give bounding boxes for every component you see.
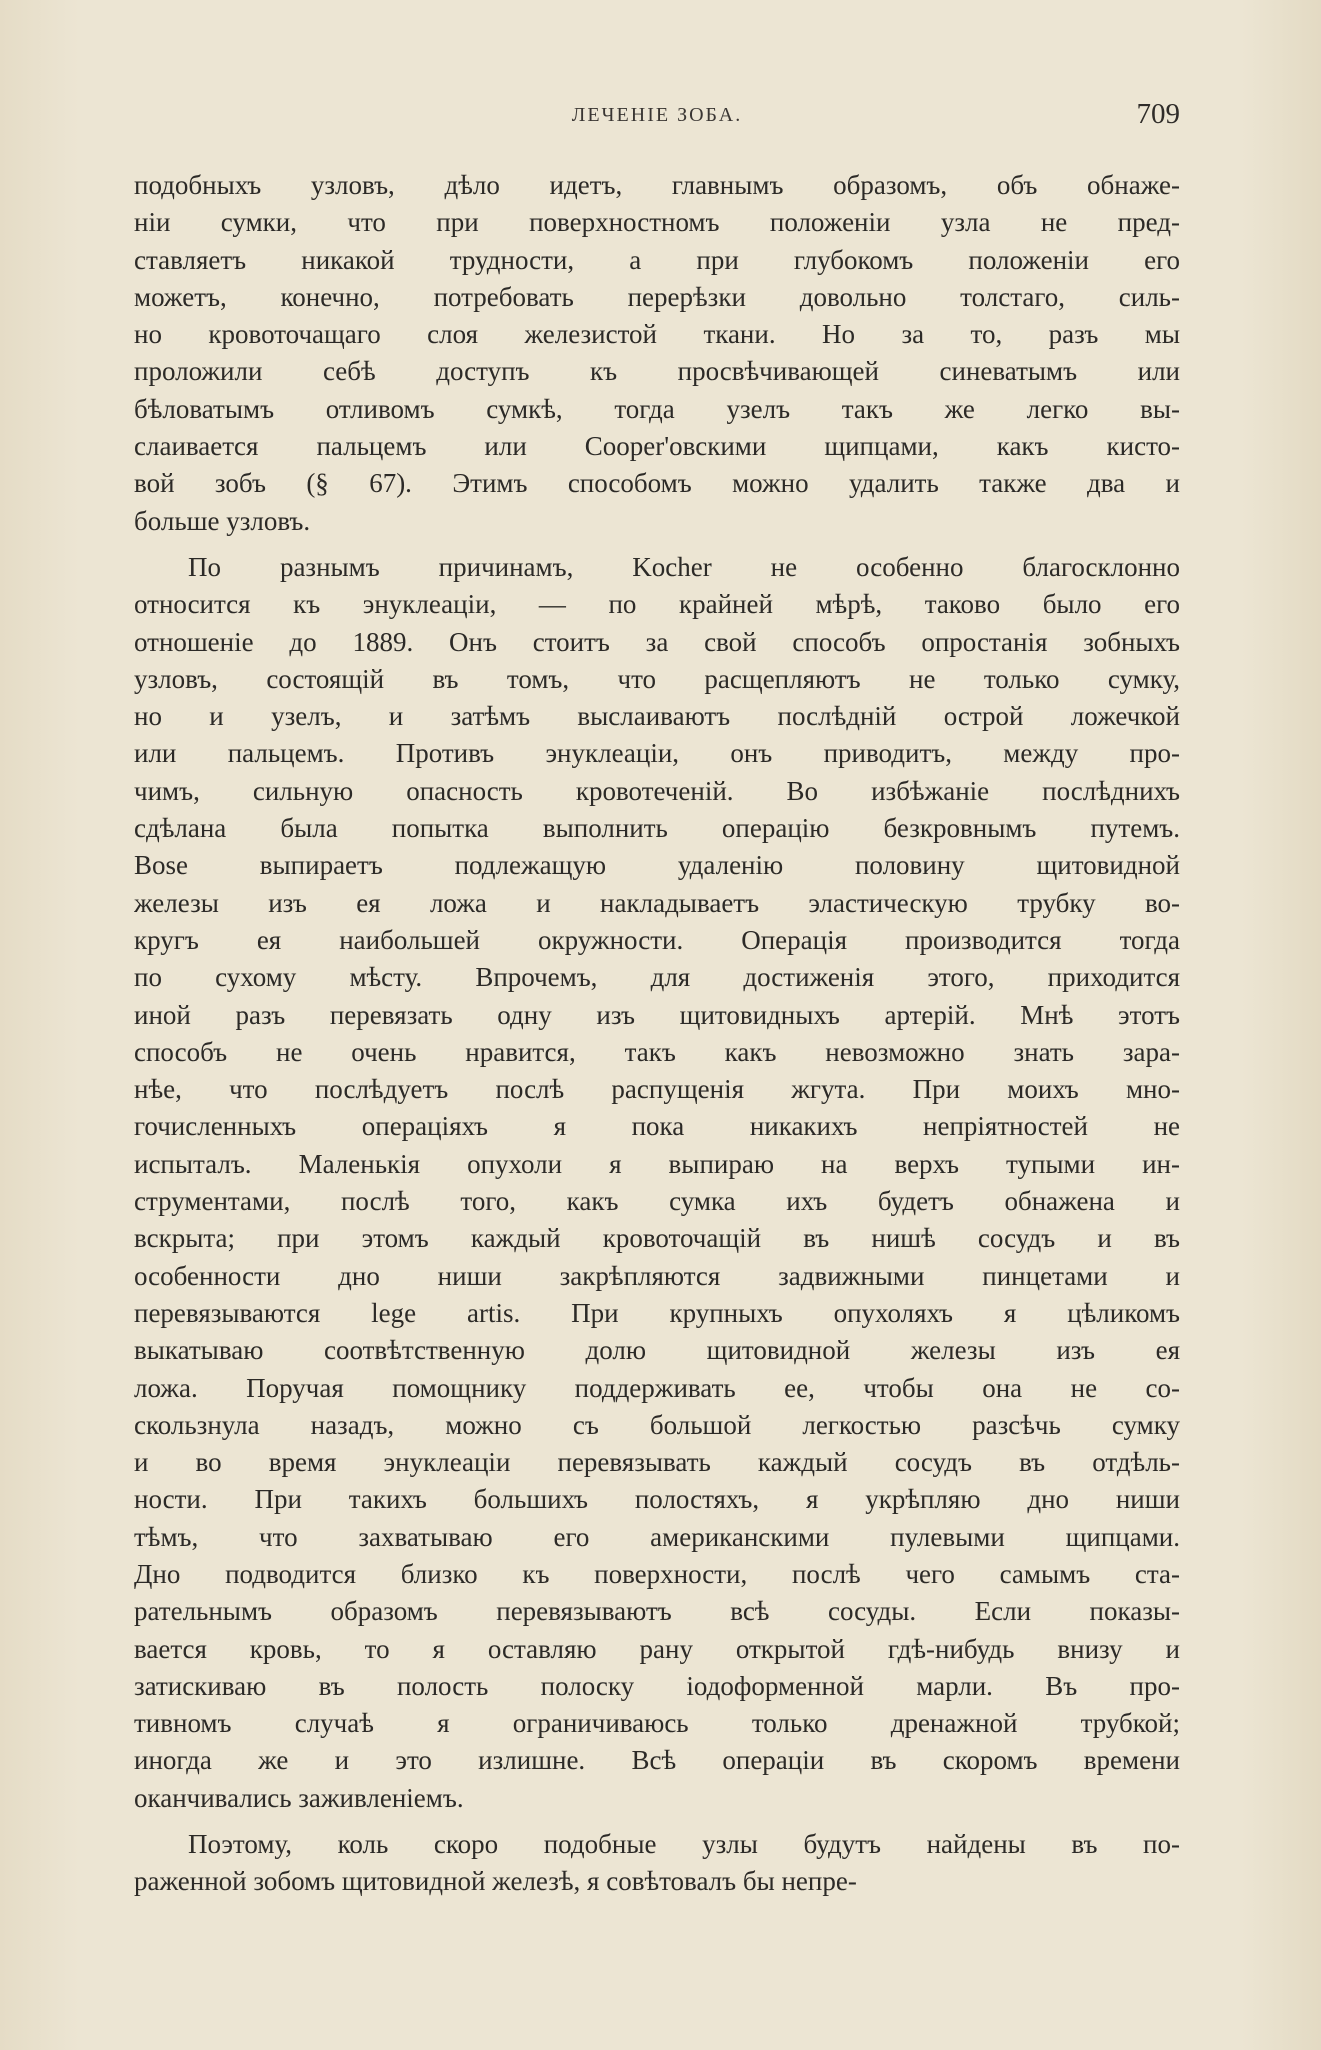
paragraph: [134, 549, 1180, 1817]
text-line: затискиваю въ полость полоску іодоформенной марли. Въ про-: [134, 1670, 1180, 1701]
text-line: вой зобъ (§ 67). Этимъ способомъ можно удалить также два и: [134, 468, 1180, 499]
text-line: но и узелъ, и затѣмъ выслаиваютъ послѣдній острой ложечкой: [134, 701, 1180, 732]
text-line: оканчивались заживленіемъ.: [134, 1782, 464, 1813]
text-line: слаиваетcя пальцемъ или Cooper'овскими щипцами, какъ кисто-: [134, 431, 1180, 462]
text-line: но кровоточащаго слоя железистой ткани. Но за то, разъ мы: [134, 319, 1180, 350]
text-line: иной разъ перевязать одну изъ щитовидныхъ артерій. Мнѣ этотъ: [134, 999, 1180, 1030]
text-line: По разнымъ причинамъ, Kocher не особенно благосклонно: [188, 551, 1180, 582]
text-line: особенности дно ниши закрѣпляются задвижными пинцетами и: [134, 1260, 1180, 1291]
text-line: испыталъ. Маленькія опухоли я выпираю на верхъ тупыми ин-: [134, 1148, 1180, 1179]
text-line: Дно подводится близко къ поверхности, послѣ чего самымъ ста-: [134, 1558, 1180, 1589]
text-line: узловъ, состоящій въ томъ, что расщепляютъ не только сумку,: [134, 663, 1180, 694]
text-line: ложа. Поручая помощнику поддерживать ее, чтобы она не со-: [134, 1372, 1180, 1403]
text-line: относится къ энуклеаціи, — по крайней мѣрѣ, таково было его: [134, 589, 1180, 620]
text-line: тѣмъ, что захватываю его американскими пулевыми щипцами.: [134, 1521, 1180, 1552]
text-line: подобныхъ узловъ, дѣло идетъ, главнымъ образомъ, объ обнаже-: [134, 170, 1180, 200]
running-title: ЛЕЧЕНІЕ ЗОБА.: [571, 104, 743, 126]
text-line: вается кровь, то я оставляю рану открытой гдѣ-нибудь внизу и: [134, 1633, 1180, 1664]
paragraph: [134, 167, 1180, 540]
text-line: ставляетъ никакой трудности, а при глубокомъ положеніи его: [134, 244, 1180, 275]
text-line: чимъ, сильную опасность кровотеченій. Во избѣжаніе послѣднихъ: [134, 775, 1180, 806]
text-line: гочисленныхъ операціяхъ я пока никакихъ непріятностей не: [134, 1111, 1180, 1142]
text-line: способъ не очень нравится, такъ какъ невозможно знать зара-: [134, 1036, 1180, 1067]
text-line: кругъ ея наибольшей окружности. Операція производится тогда: [134, 924, 1180, 955]
text-line: можетъ, конечно, потребовать перерѣзки довольно толстаго, силь-: [134, 281, 1180, 312]
text-line: выкатываю соотвѣтственную долю щитовидной железы изъ ея: [134, 1335, 1180, 1366]
text-line: отношеніе до 1889. Онъ стоитъ за свой способъ опростанія зобныхъ: [134, 626, 1180, 657]
text-line: скользнула назадъ, можно съ большой легкостью разсѣчь сумку: [134, 1409, 1180, 1440]
text-line: или пальцемъ. Противъ энуклеаціи, онъ приводитъ, между про-: [134, 738, 1180, 769]
text-line: железы изъ ея ложа и накладываетъ эластическую трубку во-: [134, 887, 1180, 918]
text-line: сдѣлана была попытка выполнить операцію безкровнымъ путемъ.: [134, 813, 1180, 844]
paragraph: [134, 1826, 1180, 1901]
text-line: и во время энуклеаціи перевязывать каждый сосудъ въ отдѣль-: [134, 1447, 1180, 1478]
text-line: Поэтому, коль скоро подобные узлы будутъ найдены въ по-: [188, 1829, 1180, 1860]
page-number: 709: [1136, 98, 1180, 130]
text-line: струментами, послѣ того, какъ сумка ихъ будетъ обнажена и: [134, 1186, 1180, 1217]
text-line: бѣловатымъ отливомъ сумкѣ, тогда узелъ такъ же легко вы-: [134, 393, 1180, 424]
text-line: вскрыта; при этомъ каждый кровоточащій въ нишѣ сосудъ и въ: [134, 1223, 1180, 1254]
body-text: [134, 167, 1180, 1901]
text-line: проложили себѣ доступъ къ просвѣчивающей синеватымъ или: [134, 356, 1180, 387]
text-line: нѣе, что послѣдуетъ послѣ распущенія жгута. При моихъ мно-: [134, 1074, 1180, 1105]
text-line: тивномъ случаѣ я ограничиваюсь только дренажной трубкой;: [134, 1708, 1180, 1739]
text-line: рательнымъ образомъ перевязываютъ всѣ сосуды. Если показы-: [134, 1596, 1180, 1627]
text-line: раженной зобомъ щитовидной железѣ, я совѣтовалъ бы непре-: [134, 1866, 857, 1897]
text-line: перевязываются lege artis. При крупныхъ опухоляхъ я цѣликомъ: [134, 1297, 1180, 1328]
text-line: ніи сумки, что при поверхностномъ положеніи узла не пред-: [134, 207, 1180, 238]
text-line: ности. При такихъ большихъ полостяхъ, я укрѣпляю дно ниши: [134, 1484, 1180, 1515]
text-line: больше узловъ.: [134, 505, 311, 536]
page-header: [134, 98, 1180, 138]
text-line: по сухому мѣсту. Впрочемъ, для достиженія этого, приходится: [134, 962, 1180, 993]
text-line: Bose выпираетъ подлежащую удаленію половину щитовидной: [134, 850, 1180, 881]
text-line: иногда же и это излишне. Всѣ операціи въ скоромъ времени: [134, 1745, 1180, 1776]
